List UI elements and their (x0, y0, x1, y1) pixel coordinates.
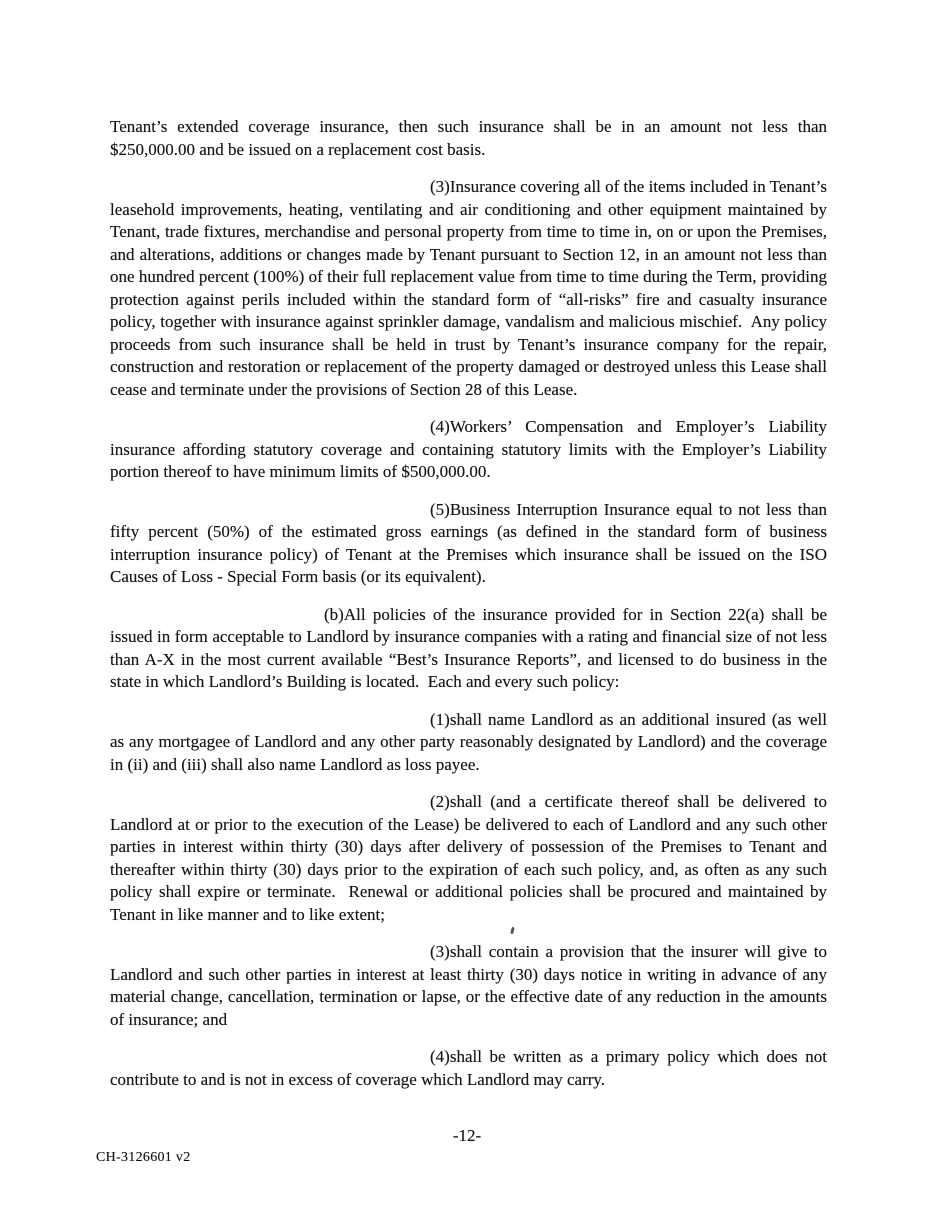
clause-text: shall be written as a primary policy which does not contribute to and is not in excess of coverage which Landlord may carry. (110, 1047, 827, 1089)
clause-number: (b) (324, 604, 344, 624)
paragraph-continuation (110, 116, 827, 161)
clause-number: (5) (430, 499, 450, 519)
clause-text: Business Interruption Insurance equal to not less than fifty percent (50%) of the estimated gross earnings (as defined in the standard form of business interruption insurance policy) of Tenant at the Premises which insurance shall be issued on the ISO Causes of Loss - Special Form basis (or its equivalent). (110, 499, 827, 586)
clause-number: (4) (430, 417, 450, 436)
clause-a4 (110, 416, 827, 484)
clause-number: (3) (430, 177, 450, 196)
clause-number: (1) (430, 709, 450, 729)
clause-b (110, 604, 827, 694)
clause-text: shall name Landlord as an additional insured (as well as any mortgagee of Landlord and any other party reasonably designated by Landlord) and the coverage in (ii) and (iii) shall also name Landlord as loss payee. (110, 709, 827, 774)
clause-a3 (110, 176, 827, 401)
clause-b2 (110, 791, 827, 926)
clause-number: (4) (430, 1047, 450, 1066)
clause-text: Workers’ Compensation and Employer’s Liability insurance affording statutory coverage and containing statutory limits with the Employer’s Liability portion thereof to have minimum limits of $500,000.00. (110, 417, 827, 481)
clause-text: All policies of the insurance provided for in Section 22(a) shall be issued in form acceptable to Landlord by insurance companies with a rating and financial size of not less than A-X in the most current available “Best’s Insurance Reports”, and licensed to do business in the state in which Landlord’s Building is located. Each and every such policy: (110, 604, 827, 691)
clause-b1 (110, 709, 827, 777)
doc-control-number: CH-3126601 v2 (96, 1150, 191, 1165)
clause-number: (3) (430, 942, 450, 961)
clause-text: shall (and a certificate thereof shall be delivered to Landlord at or prior to the execution of the Lease) be delivered to each of Landlord and any such other parties in interest within thirty (30) days after delivery of possession of the Premises to Tenant and thereafter within thirty (30) days prior to the expiration of each such policy, and, as often as any such policy shall expire or terminate. Renewal or additional policies shall be procured and maintained by Tenant in like manner and to like extent; (110, 792, 827, 924)
clause-number: (2) (430, 792, 450, 811)
clause-text: Insurance covering all of the items included in Tenant’s leasehold improvements, heating, ventilating and air conditioning and other equipment maintained by Tenant, trade fixtures, merchandise and personal property from time to time in, on or upon the Premises, and alterations, additions or changes made by Tenant pursuant to Section 12, in an amount not less than one hundred percent (100%) of their full replacement value from time to time during the Term, providing protection against perils included within the standard form of “all-risks” fire and casualty insurance policy, together with insurance against sprinkler damage, vandalism and malicious mischief. Any policy proceeds from such insurance shall be held in trust by Tenant’s insurance company for the repair, construction and restoration or replacement of the property damaged or destroyed unless this Lease shall cease and terminate under the provisions of Section 28 of this Lease. (110, 177, 827, 399)
clause-b3 (110, 941, 827, 1031)
clause-text: shall contain a provision that the insurer will give to Landlord and such other parties in interest at least thirty (30) days notice in writing in advance of any material change, cancellation, termination or lapse, or the effective date of any reduction in the amounts of insurance; and (110, 942, 827, 1029)
document-body (110, 116, 827, 1091)
clause-b4 (110, 1046, 827, 1091)
page-number: -12- (452, 1126, 482, 1145)
clause-a5 (110, 499, 827, 589)
paragraph-text: Tenant’s extended coverage insurance, then such insurance shall be in an amount not less than $250,000.00 and be issued on a replacement cost basis. (110, 117, 827, 159)
